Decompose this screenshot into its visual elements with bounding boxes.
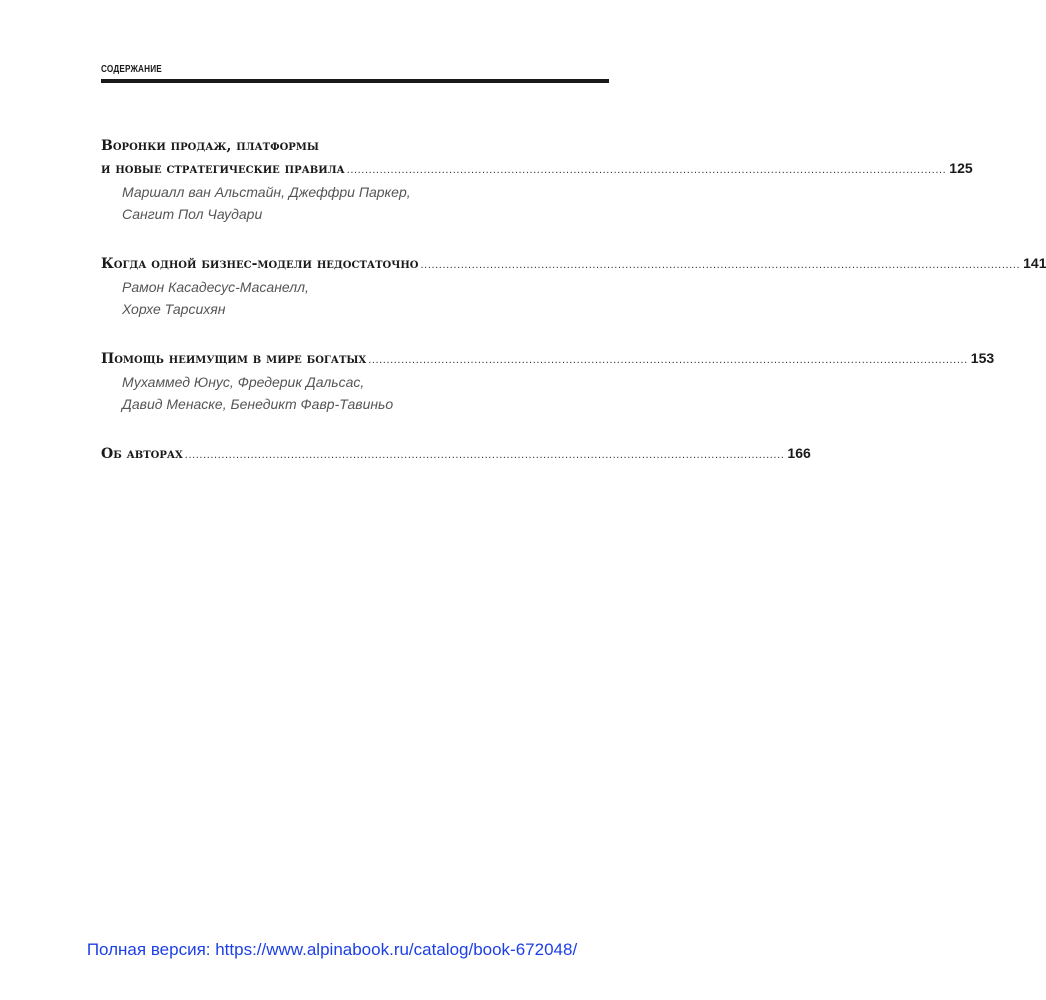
toc-page-number: 141 [1023,255,1046,271]
table-of-contents [101,135,1046,493]
toc-entry-title-row [101,252,1046,276]
toc-entry-title-line: Воронки продаж, платформы [101,138,319,154]
toc-entry-authors: Сангит Пол Чаудари [122,206,263,222]
toc-entry-authors: Рамон Касадесус-Масанелл, [122,279,309,295]
toc-page-number: 166 [787,445,811,461]
running-title: СОДЕРЖАНИЕ [101,64,162,75]
dot-leader: .................................................................................................................................................................... [420,259,1021,271]
toc-page-number: 153 [970,350,995,366]
toc-entry-title-row [101,157,973,181]
toc-entry-authors: Маршалл ван Альстайн, Джеффри Паркер, [122,184,411,200]
toc-entry[interactable] [101,252,1046,320]
dot-leader: .................................................................................................................................................................... [346,164,947,176]
toc-entry-authors: Хорхе Тарсихян [122,301,226,317]
toc-entry-title-line: Помощь неимущим в мире богатых [101,351,367,367]
toc-entry-title-line: и новые стратегические правила [101,161,345,177]
toc-entry-title-row [101,442,811,466]
toc-entry-title-line: Об авторах [101,446,183,462]
toc-page-number: 125 [949,160,973,176]
full-version-link[interactable]: Полная версия: https://www.alpinabook.ru/catalog/book-672048/ [86,940,578,959]
toc-entry-title-line: Когда одной бизнес-модели недостаточно [101,256,419,272]
toc-entry[interactable] [101,135,973,225]
toc-entry-authors: Давид Менаске, Бенедикт Фавр-Тавиньо [122,396,394,412]
toc-entry[interactable] [101,347,995,415]
toc-entry-title-row [101,347,995,371]
header-rule [101,79,609,83]
dot-leader: .................................................................................................................................................................... [368,354,968,366]
toc-entry[interactable] [101,442,811,466]
toc-entry-authors: Мухаммед Юнус, Фредерик Дальсас, [122,374,365,390]
dot-leader: .................................................................................................................................................................... [184,449,785,461]
